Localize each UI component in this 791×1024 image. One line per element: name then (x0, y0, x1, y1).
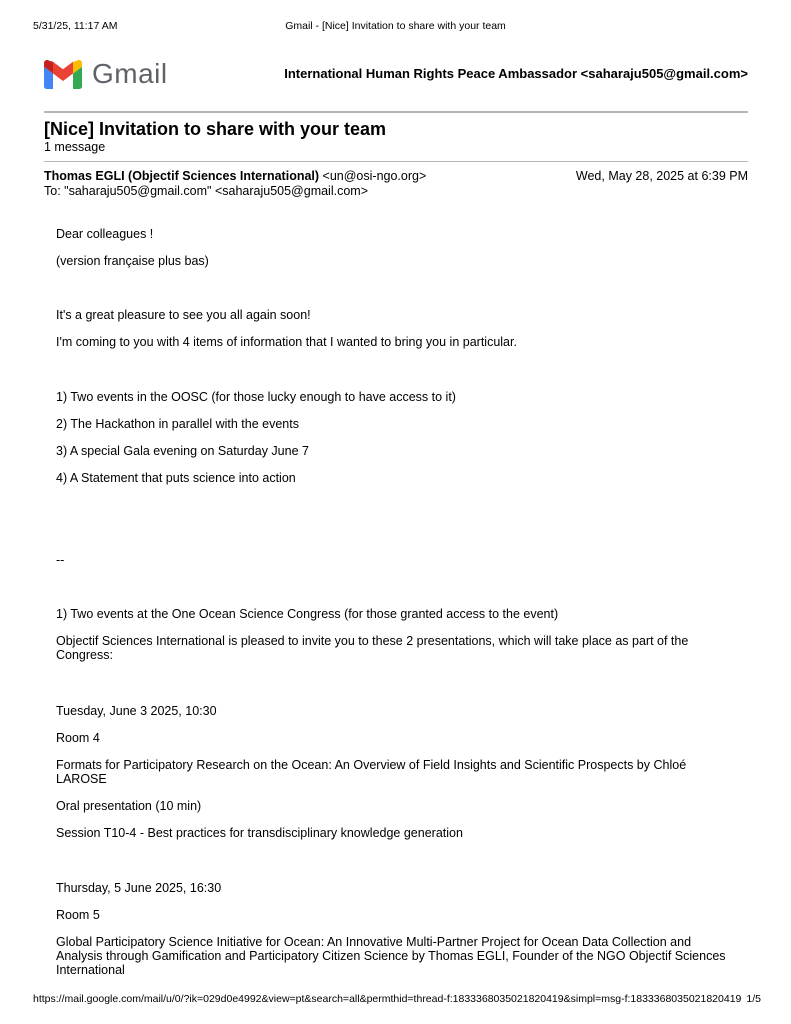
print-header (0, 16, 791, 32)
message-from (44, 169, 426, 183)
subject-divider (44, 161, 748, 162)
body-paragraph: I'm coming to you with 4 items of information that I wanted to bring you in particular. (56, 335, 517, 349)
page-number: 1/5 (746, 993, 761, 1005)
sender-name: Thomas EGLI (Objectif Sciences International) (44, 169, 320, 183)
body-paragraph: Global Participatory Science Initiative for Ocean: An Innovative Multi-Partner Project for Ocean Data Collection and Analysis through Gamification and Participatory Citizen Science by Thomas EGLI, Founder of the NGO Objectif Sciences International (56, 935, 726, 977)
body-paragraph: (version française plus bas) (56, 254, 209, 268)
message-date: Wed, May 28, 2025 at 6:39 PM (575, 169, 748, 183)
message-count: 1 message (44, 140, 106, 154)
body-paragraph: 3) A special Gala evening on Saturday June 7 (56, 444, 309, 458)
body-paragraph: 1) Two events at the One Ocean Science Congress (for those granted access to the event) (56, 607, 559, 621)
gmail-m-icon (44, 60, 82, 89)
sender-email: <un@osi-ngo.org> (319, 169, 427, 183)
body-paragraph: Dear colleagues ! (56, 227, 154, 241)
print-url: https://mail.google.com/mail/u/0/?ik=029d0e4992&view=pt&search=all&permthid=thread-f:1833368035021820419&simpl=msg-f:1833368035021820419 (33, 993, 742, 1005)
body-paragraph: Tuesday, June 3 2025, 10:30 (56, 704, 217, 718)
message-recipient: To: "saharaju505@gmail.com" <saharaju505@gmail.com> (44, 184, 368, 198)
body-paragraph: Room 5 (56, 908, 100, 922)
body-paragraph: Objectif Sciences International is pleased to invite you to these 2 presentations, which will take place as part of the Congress: (56, 634, 689, 662)
body-paragraph: 2) The Hackathon in parallel with the events (56, 417, 299, 431)
body-paragraph: -- (56, 553, 65, 567)
gmail-logo (44, 57, 168, 91)
print-datetime: 5/31/25, 11:17 AM (33, 20, 118, 32)
body-paragraph: Formats for Participatory Research on the Ocean: An Overview of Field Insights and Scientific Prospects by Chloé LAROSE (56, 758, 687, 786)
body-paragraph: It's a great pleasure to see you all again soon! (56, 308, 311, 322)
body-paragraph: Session T10-4 - Best practices for transdisciplinary knowledge generation (56, 826, 463, 840)
print-title: Gmail - [Nice] Invitation to share with your team (285, 20, 506, 32)
body-paragraph: 1) Two events in the OOSC (for those lucky enough to have access to it) (56, 390, 456, 404)
account-label: International Human Rights Peace Ambassador <saharaju505@gmail.com> (284, 66, 748, 81)
thread-subject: [Nice] Invitation to share with your team (44, 119, 387, 139)
body-paragraph: Thursday, 5 June 2025, 16:30 (56, 881, 222, 895)
body-paragraph: Oral presentation (10 min) (56, 799, 202, 813)
body-paragraph: 4) A Statement that puts science into action (56, 471, 296, 485)
gmail-wordmark: Gmail (92, 58, 168, 89)
body-paragraph: Room 4 (56, 731, 100, 745)
header-divider (44, 111, 748, 113)
